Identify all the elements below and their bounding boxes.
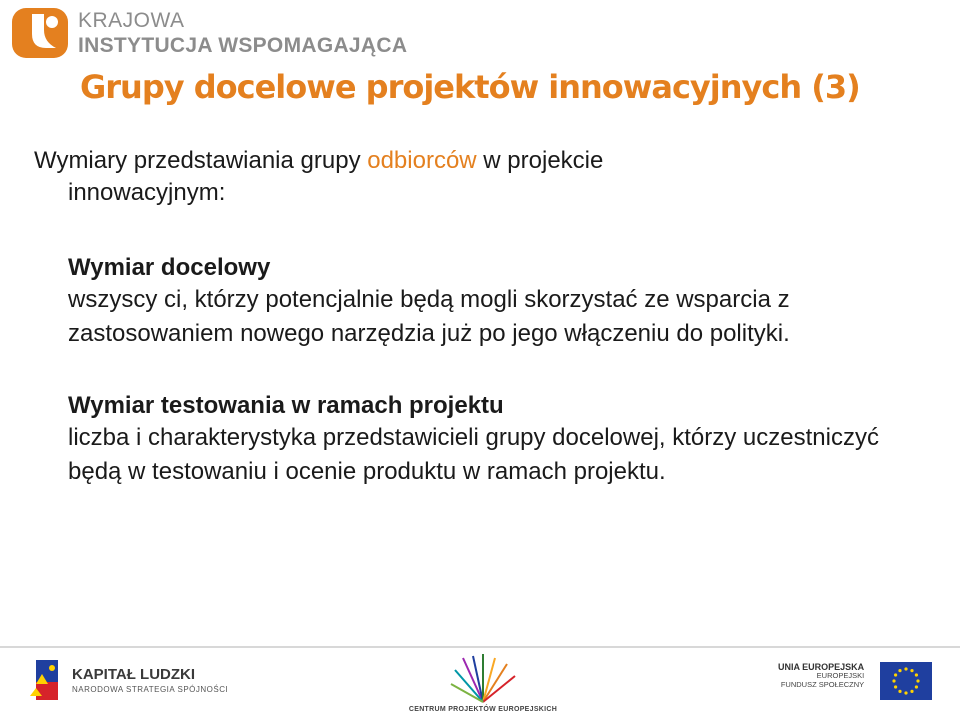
kapital-ludzki-logo (26, 654, 228, 706)
cpe-logo (408, 652, 558, 713)
kl-subtitle: NARODOWA STRATEGIA SPÓJNOŚCI (72, 684, 229, 694)
section-testing-dimension (68, 391, 934, 489)
kiw-logo (10, 4, 407, 62)
logo-line1: KRAJOWA (78, 9, 185, 32)
slide-title: Grupy docelowe projektów innowacyjnych (3) (80, 68, 860, 106)
logo-line2: INSTYTUCJA WSPOMAGAJĄCA (78, 34, 408, 57)
poland-eu-star-icon (26, 654, 66, 706)
intro-part2: w projekcie (476, 147, 604, 174)
kiw-logo-icon (10, 6, 70, 60)
kl-title: KAPITAŁ LUDZKI (72, 665, 196, 683)
cpe-text: CENTRUM PROJEKTÓW EUROPEJSKICH (408, 706, 558, 713)
footer (0, 648, 960, 720)
ue-sub2: FUNDUSZ SPOŁECZNY (780, 679, 865, 689)
intro-accent: odbiorców (367, 147, 477, 174)
eu-label (778, 662, 864, 690)
section-target-dimension (68, 253, 934, 351)
cpe-rays-icon (443, 652, 523, 704)
section-body: liczba i charakterystyka przedstawicieli grupy docelowej, którzy uczestniczyć będą w testowaniu i ocenie produktu w ramach projektu. (68, 424, 879, 485)
section-title: Wymiar docelowy (68, 254, 271, 281)
intro-text (34, 145, 934, 209)
slide-content (34, 145, 934, 489)
eu-flag-icon (880, 662, 932, 700)
intro-line2: innowacyjnym: (68, 179, 226, 206)
intro-part1: Wymiary przedstawiania grupy (34, 147, 368, 174)
section-body: wszyscy ci, którzy potencjalnie będą mogli skorzystać ze wsparcia z zastosowaniem nowego narzędzia już po jego włączeniu do polityki. (68, 286, 790, 347)
section-title: Wymiar testowania w ramach projektu (68, 392, 504, 419)
ue-title: UNIA EUROPEJSKA (778, 662, 865, 672)
ue-sub1: EUROPEJSKI (816, 671, 865, 681)
